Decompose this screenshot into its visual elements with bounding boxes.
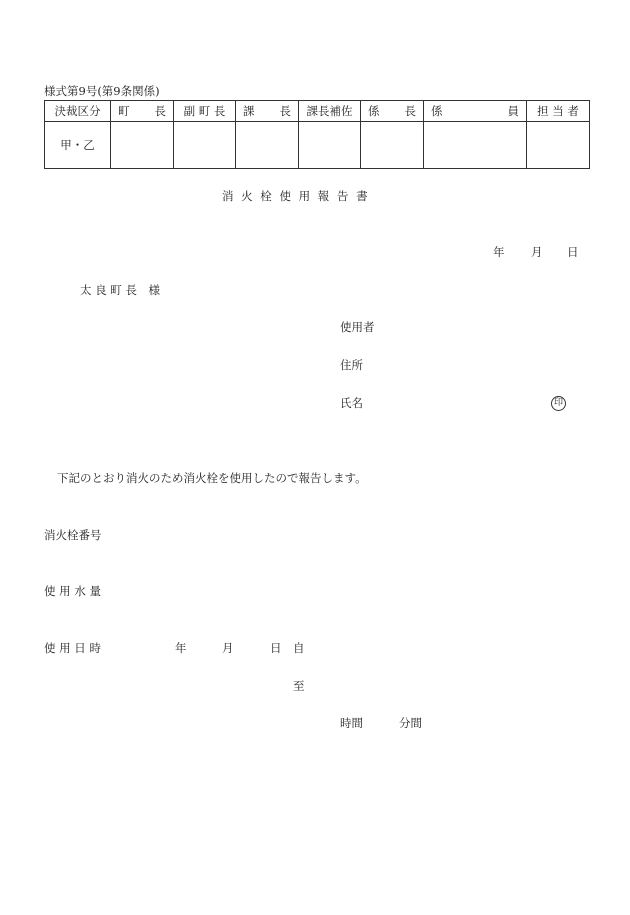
- date-month: 月: [531, 245, 543, 259]
- usage-to: 至: [293, 679, 305, 693]
- date-day: 日: [567, 245, 579, 259]
- name-label: 氏名: [340, 396, 363, 410]
- usage-datetime-label: 使 用 日 時: [44, 641, 101, 655]
- kessai-kubun-value: 甲・乙: [45, 122, 111, 169]
- header-fuku-chou: 副 町 長: [174, 101, 236, 122]
- usage-year: 年: [175, 641, 187, 655]
- header-kakariin: 係 員: [424, 101, 527, 122]
- header-chou: 町 長: [111, 101, 174, 122]
- address-label: 住所: [340, 358, 363, 372]
- water-amount-label: 使 用 水 量: [44, 584, 101, 598]
- form-label: 様式第9号(第9条関係): [44, 84, 160, 98]
- stamp-cell[interactable]: [361, 122, 424, 169]
- user-label: 使用者: [340, 320, 375, 334]
- document-title: 消 火 栓 使 用 報 告 書: [222, 189, 370, 203]
- header-kachou: 課 長: [236, 101, 299, 122]
- seal-mark: 印: [551, 396, 566, 411]
- stamp-cell[interactable]: [299, 122, 361, 169]
- approval-stamp-row: [45, 122, 590, 169]
- stamp-cell[interactable]: [424, 122, 527, 169]
- usage-hours: 時間: [340, 716, 363, 730]
- approval-header-row: [45, 101, 590, 122]
- approval-table: [44, 100, 590, 169]
- header-kachou-hosa: 課長補佐: [299, 101, 361, 122]
- usage-from: 自: [293, 641, 305, 655]
- date-year: 年: [493, 245, 505, 259]
- stamp-cell[interactable]: [527, 122, 590, 169]
- report-statement: 下記のとおり消火のため消火栓を使用したので報告します。: [57, 471, 367, 485]
- header-kessai-kubun: 決裁区分: [45, 101, 111, 122]
- addressee: 太 良 町 長 様: [80, 283, 160, 297]
- usage-minutes: 分間: [399, 716, 422, 730]
- usage-day: 日: [270, 641, 282, 655]
- stamp-cell[interactable]: [174, 122, 236, 169]
- header-kakarichou: 係 長: [361, 101, 424, 122]
- usage-month: 月: [222, 641, 234, 655]
- hydrant-number-label: 消火栓番号: [44, 528, 102, 542]
- header-tantousha: 担 当 者: [527, 101, 590, 122]
- stamp-cell[interactable]: [111, 122, 174, 169]
- stamp-cell[interactable]: [236, 122, 299, 169]
